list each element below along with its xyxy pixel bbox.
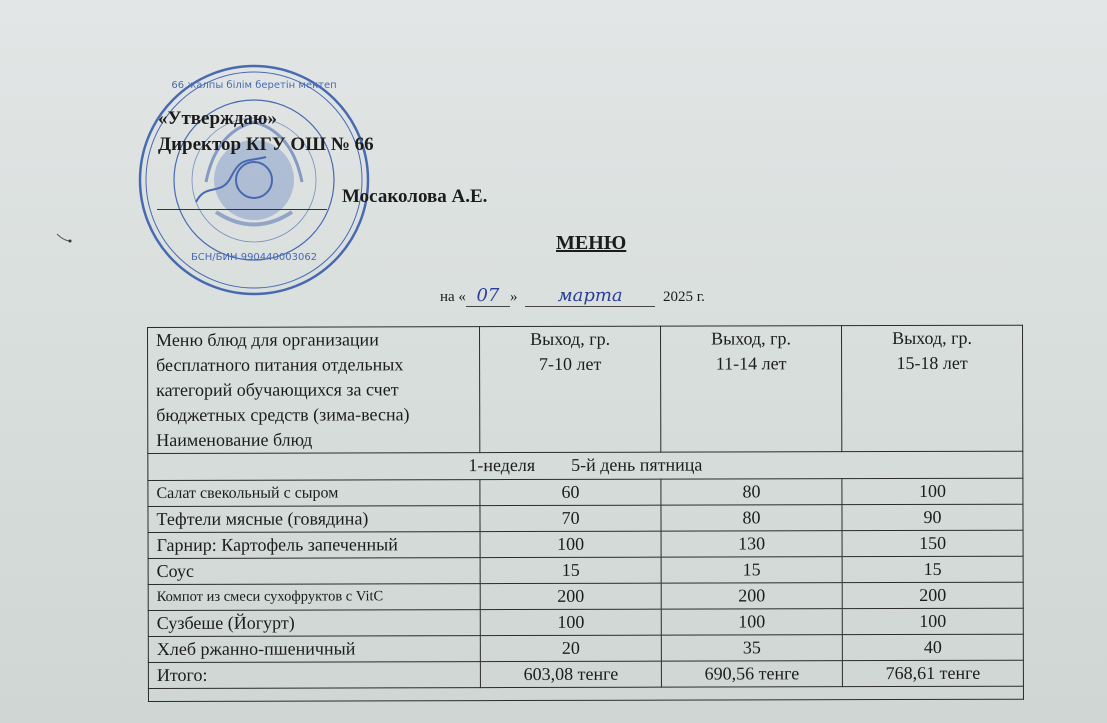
table-row: Гарнир: Картофель запеченный 100 130 150	[148, 530, 1023, 558]
official-stamp	[136, 62, 372, 298]
director-title: Директор КГУ ОШ № 66	[158, 134, 374, 155]
menu-date: на « 07 » марта 2025 г.	[440, 285, 705, 306]
table-row: Салат свекольный с сыром 60 80 100	[148, 478, 1023, 506]
pen-mark-icon	[55, 232, 75, 244]
table-row: Хлеб ржанно-пшеничный 20 35 40	[148, 634, 1023, 662]
date-year: 2025 г.	[662, 289, 705, 305]
day-row	[148, 451, 1023, 480]
menu-table	[147, 325, 1024, 702]
signature-line	[157, 209, 327, 210]
header-col-11-14: Выход, гр. 11-14 лет	[661, 326, 842, 452]
table-row: Сузбеше (Йогурт) 100 100 100	[148, 608, 1023, 636]
svg-text:БСН/БИН 990440003062: БСН/БИН 990440003062	[190, 252, 318, 263]
table-row: Соус 15 15 15	[148, 556, 1023, 584]
approval-block	[158, 106, 374, 158]
header-col-7-10: Выход, гр. 7-10 лет	[480, 326, 661, 452]
approve-label: «Утверждаю»	[158, 108, 277, 129]
table-row: Тефтели мясные (говядина) 70 80 90	[148, 504, 1023, 532]
director-name: Мосаколова А.Е.	[342, 186, 488, 207]
svg-text:66 жалпы білім беретін мектеп: 66 жалпы білім беретін мектеп	[171, 80, 337, 91]
table-header-row	[148, 325, 1023, 453]
table-row: Компот из смеси сухофруктов с VitC 200 200 200	[148, 582, 1023, 610]
total-row: Итого: 603,08 тенге 690,56 тенге 768,61 тенге	[148, 660, 1023, 688]
empty-row	[148, 686, 1023, 701]
header-description: Меню блюд для организации бесплатного питания отдельных категорий обучающихся за счет бюджетных средств (зима-весна) Наименование блюд	[148, 327, 480, 454]
header-col-15-18: Выход, гр. 15-18 лет	[841, 325, 1022, 451]
week-label: 1-неделя	[468, 454, 536, 476]
page-title: МЕНЮ	[556, 232, 627, 254]
date-day: 07	[466, 285, 510, 307]
day-label: 5-й день пятница	[571, 454, 703, 475]
date-month: марта	[525, 285, 655, 307]
